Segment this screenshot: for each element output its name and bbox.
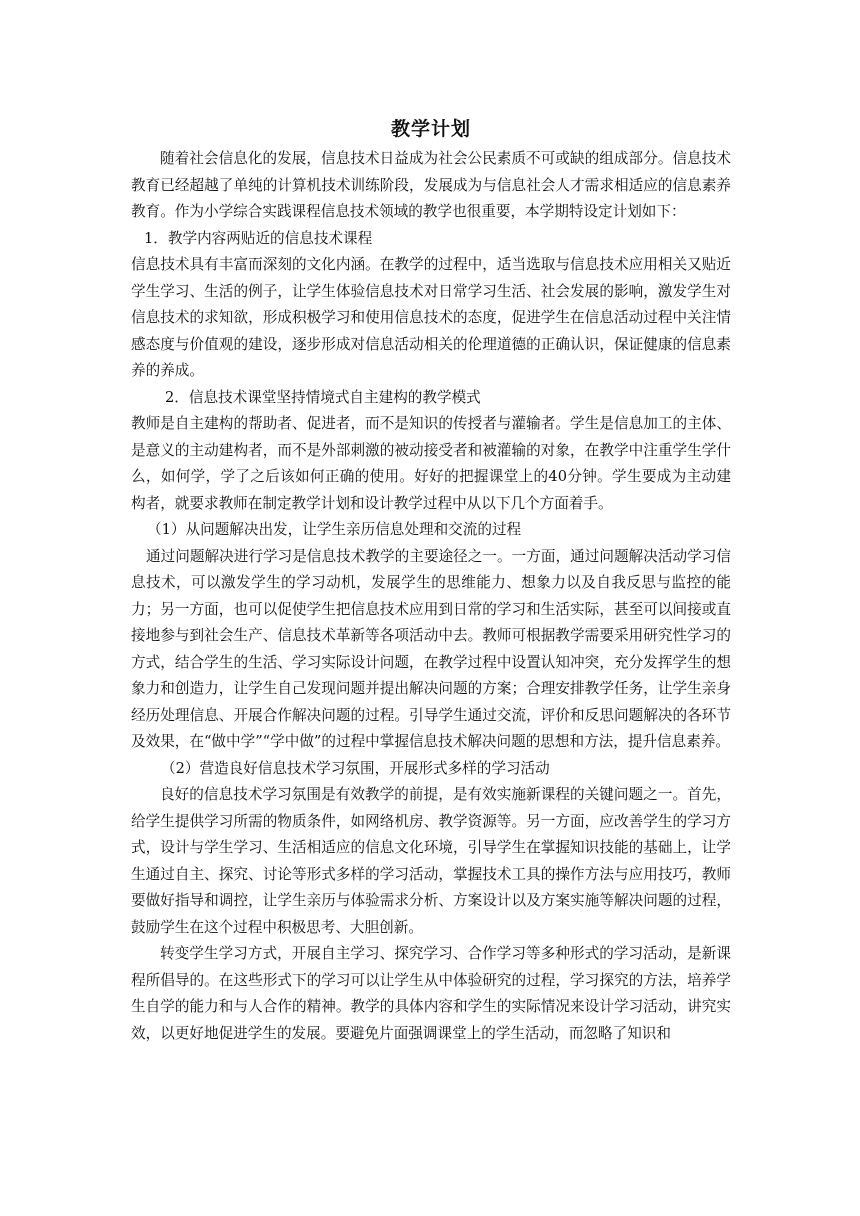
subsection-heading-2: （2）营造良好信息技术学习氛围，开展形式多样的学习活动 bbox=[161, 759, 550, 777]
document-body bbox=[131, 114, 731, 1047]
document-title: 教学计划 bbox=[390, 118, 471, 140]
subsection-heading-1: （1）从问题解决出发，让学生亲历信息处理和交流的过程 bbox=[147, 521, 522, 538]
intro-paragraph: 随着社会信息化的发展，信息技术日益成为社会公民素质不可或缺的组成部分。信息技术教育已经超越了单纯的计算机技术训练阶段，发展成为与信息社会人才需求相适应的信息素养教育。作为小学综合实践课程信息技术领域的教学也很重要，本学期特设定计划如下： bbox=[131, 150, 731, 220]
subsection-body-2: 良好的信息技术学习氛围是有效教学的前提，是有效实施新课程的关键问题之一。首先，给学生提供学习所需的物质条件，如网络机房、教学资源等。另一方面，应改善学生的学习方式，设计与学生学习、生活相适应的信息文化环境，引导学生在掌握知识技能的基础上，让学生通过自主、探究、讨论等形式多样的学习活动，掌握技术工具的操作方法与应用技巧，教师要做好指导和调控，让学生亲历与体验需求分析、方案设计以及方案实施等解决问题的过程，鼓励学生在这个过程中积极思考、大胆创新。 bbox=[131, 786, 731, 936]
section-body-1: 信息技术具有丰富而深刻的文化内涵。在教学的过程中，适当选取与信息技术应用相关又贴近学生学习、生活的例子，让学生体验信息技术对日常学习生活、社会发展的影响，激发学生对信息技术的求知欲，形成积极学习和使用信息技术的态度，促进学生在信息活动过程中关注情感态度与价值观的建设，逐步形成对信息活动相关的伦理道德的正确认识，保证健康的信息素养的养成。 bbox=[131, 256, 731, 379]
subsection-body-1: 通过问题解决进行学习是信息技术教学的主要途径之一。一方面，通过问题解决活动学习信息技术，可以激发学生的学习动机，发展学生的思维能力、想象力以及自我反思与监控的能力；另一方面，也可以促使学生把信息技术应用到日常的学习和生活实际，甚至可以间接或直接地参与到社会生产、信息技术革新等各项活动中去。教师可根据教学需要采用研究性学习的方式，结合学生的生活、学习实际设计问题，在教学过程中设置认知冲突，充分发挥学生的想象力和创造力，让学生自己发现问题并提出解决问题的方案；合理安排教学任务，让学生亲身经历处理信息、开展合作解决问题的过程。引导学生通过交流，评价和反思问题解决的各环节及效果，在“做中学”“学中做”的过程中掌握信息技术解决问题的思想和方法，提升信息素养。 bbox=[131, 547, 731, 750]
section-heading-2: 2．信息技术课堂坚持情境式自主建构的教学模式 bbox=[165, 388, 481, 406]
section-heading-1: 1．教学内容两贴近的信息技术课程 bbox=[144, 229, 373, 247]
section-body-2: 教师是自主建构的帮助者、促进者，而不是知识的传授者与灌输者。学生是信息加工的主体、是意义的主动建构者，而不是外部刺激的被动接受者和被灌输的对象，在教学中注重学生学什么，如何学，学了之后该如何正确的使用。好好的把握课堂上的40分钟。学生要成为主动建构者，就要求教师在制定教学计划和设计教学过程中从以下几个方面着手。 bbox=[131, 415, 731, 512]
closing-paragraph: 转变学生学习方式，开展自主学习、探究学习、合作学习等多种形式的学习活动，是新课程所倡导的。在这些形式下的学习可以让学生从中体验研究的过程，学习探究的方法，培养学生自学的能力和与人合作的精神。教学的具体内容和学生的实际情况来设计学习活动，讲究实效，以更好地促进学生的发展。要避免片面强调课堂上的学生活动，而忽略了知识和 bbox=[131, 945, 731, 1042]
